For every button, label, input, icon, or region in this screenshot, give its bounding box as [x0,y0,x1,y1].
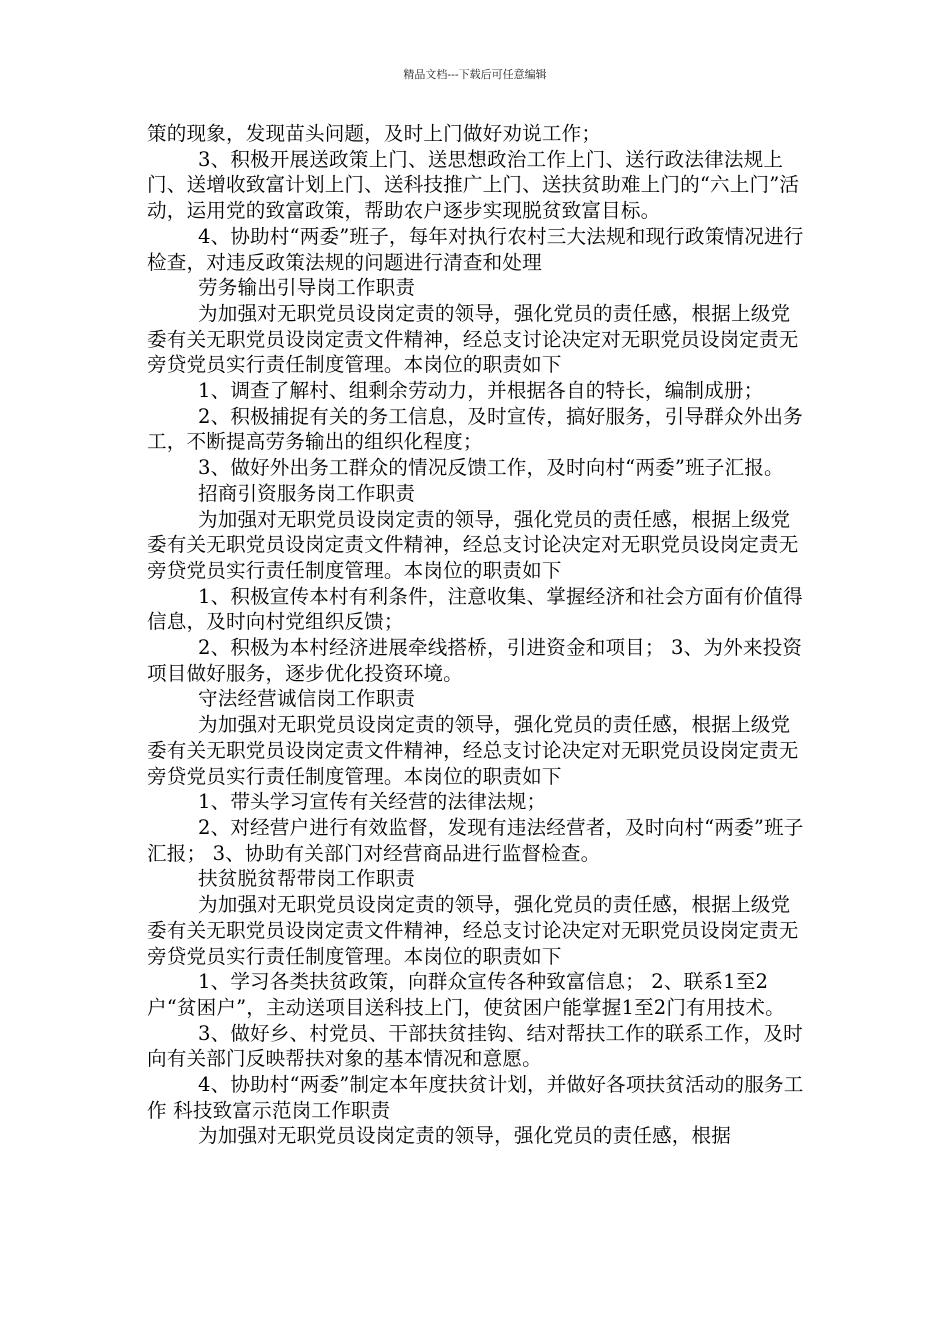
section-heading: 扶贫脱贫帮带岗工作职责 [197,867,416,891]
section-heading: 劳务输出引导岗工作职责 [197,276,416,300]
section-heading: 招商引资服务岗工作职责 [197,481,416,505]
paragraph: 3、做好外出务工群众的情况反馈工作，及时向村“两委”班子汇报。 [197,456,784,480]
paragraph: 2、对经营户进行有效监督，发现有违法经营者，及时向村“两委”班子汇报； 3、协助有关部门对经营商品进行监督检查。 [147,815,804,865]
paragraph: 1、积极宣传本村有利条件，注意收集、掌握经济和社会方面有价值得信息，及时向村党组织反馈； [147,584,803,634]
paragraph: 4、协助村“两委”班子，每年对执行农村三大法规和现行政策情况进行检查，对违反政策法规的问题进行清查和处理 [147,224,804,274]
paragraph: 4、协助村“两委”制定本年度扶贫计划，并做好各项扶贫活动的服务工作 科技致富示范岗工作职责 [147,1073,804,1122]
paragraph: 为加强对无职党员设岗定责的领导，强化党员的责任感，根据上级党委有关无职党员设岗定责文件精神，经总支讨论决定对无职党员设岗定责无旁贷党员实行责任制度管理。本岗位的职责如下 [147,893,799,968]
paragraph: 3、积极开展送政策上门、送思想政治工作上门、送行政法律法规上门、送增收致富计划上门、送科技推广上门、送扶贫助难上门的“六上门”活动，运用党的致富政策，帮助农户逐步实现脱贫致富目标。 [147,147,800,223]
paragraph: 策的现象，发现苗头问题，及时上门做好劝说工作； [147,122,602,145]
paragraph: 1、学习各类扶贫政策，向群众宣传各种致富信息； 2、联系1至2户“贫困户”，主动送项目送科技上门，使贫困户能掌握1至2门有用技术。 [147,970,785,1019]
section-heading: 守法经营诚信岗工作职责 [197,687,416,711]
page-header: 精品文档---下载后可任意编辑 [403,68,547,81]
paragraph: 2、积极为本村经济进展牵线搭桥，引进资金和项目； 3、为外来投资项目做好服务，逐步优化投资环境。 [147,636,803,685]
paragraph: 2、积极捕捉有关的务工信息，及时宣传，搞好服务，引导群众外出务工，不断提高劳务输出的组织化程度； [147,404,803,454]
paragraph: 为加强对无职党员设岗定责的领导，强化党员的责任感，根据上级党委有关无职党员设岗定责文件精神，经总支讨论决定对无职党员设岗定责无旁贷党员实行责任制度管理。本岗位的职责如下 [147,713,799,788]
paragraph: 为加强对无职党员设岗定责的领导，强化党员的责任感，根据 [197,1124,732,1148]
paragraph: 3、做好乡、村党员、干部扶贫挂钩、结对帮扶工作的联系工作，及时向有关部门反映帮扶对象的基本情况和意愿。 [147,1021,803,1071]
document-body [147,121,807,1149]
paragraph: 为加强对无职党员设岗定责的领导，强化党员的责任感，根据上级党委有关无职党员设岗定责文件精神，经总支讨论决定对无职党员设岗定责无旁贷党员实行责任制度管理。本岗位的职责如下 [147,301,799,377]
paragraph: 为加强对无职党员设岗定责的领导，强化党员的责任感，根据上级党委有关无职党员设岗定责文件精神，经总支讨论决定对无职党员设岗定责无旁贷党员实行责任制度管理。本岗位的职责如下 [147,507,799,582]
paragraph: 1、带头学习宣传有关经营的法律法规； [197,790,547,814]
paragraph: 1、调查了解村、组剩余劳动力，并根据各自的特长，编制成册； [197,379,764,403]
